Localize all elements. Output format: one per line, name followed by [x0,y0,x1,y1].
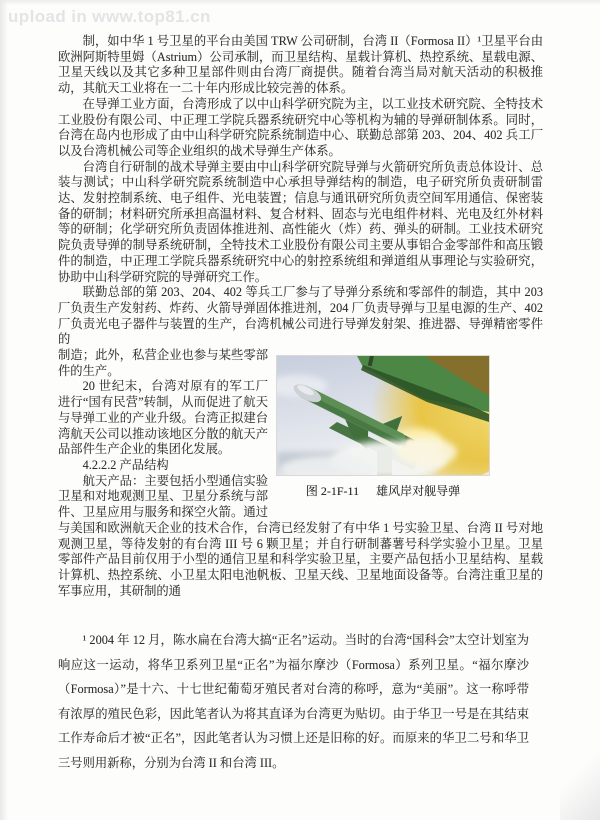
paragraph-missile-industry: 在导弹工业方面，台湾形成了以中山科学研究院为主，以工业技术研究院、全特技术工业股份有限公司、中正理工学院兵器系统研究中心等机构为辅的导弹研制体系。同时，台湾在岛内也形成了由中山科学研究院系统制造中心、联勤总部第 203、204、402 兵工厂以及台湾机械公司等企业组织的战术导弹生产体系。 [58,96,543,158]
paragraph-tactical-missile-rd: 台湾自行研制的战术导弹主要由中山科学研究院导弹与火箭研究所负责总体设计、总装与测试；中山科学研究院系统制造中心承担导弹结构的制造，电子研究所负责研制雷达、发射控制系统、电子组件、光电装置；信息与通讯研究所负责空间军用通信、保密装备的研制；材料研究所承担高温材料、复合材料、固态与光电组件材料、光电及红外材料等的研制；化学研究所负责固体推进剂、高性能火（炸）药、弹头的研制。工业技术研究院负责导弹的制导系统研制，全特技术工业股份有限公司主要从事铝合金零部件和高压锻件的制造，中正理工学院兵器系统研究中心的射控系统组和弹道组从事理论与实验研究，协助中山科学研究院的导弹研究工作。 [58,159,543,284]
figure-missile-launch [276,355,490,499]
figure-caption [276,482,490,499]
paragraph-satellite-platform: 制，如中华 1 号卫星的平台由美国 TRW 公司研制，台湾 II（Formosa II）¹卫星平台由欧洲阿斯特里姆（Astrium）公司承制，而卫星结构、星载计算机、热控系统、星载电源、卫星天线以及其它多种卫星部件则由台湾厂商提供。随着台湾当局对航天活动的积极推动，其航天工业将在一二十年内形成比较完善的体系。 [58,34,543,96]
paragraph-arsenals-part2: 制造；此外，私营企业也参与某些零部件的生产。 [58,348,268,378]
missile-launch-photo [276,355,490,476]
section-heading: 4.2.2.2 产品结构 [82,457,169,472]
watermark: upload in www.top81.cn [8,7,211,26]
figure-label: 图 2-1F-11 [305,484,360,499]
figure-title: 雄风岸对舰导弹 [376,484,461,499]
paragraph-arsenals-part1: 联勤总部的第 203、204、402 等兵工厂参与了导弹分系统和零部件的制造，其中 203 厂负责生产发射药、炸药、火箭导弹固体推进剂，204 厂负责导弹与卫星电源的生产、402 厂负责光电子器件与装置的生产，台湾机械公司进行导弹发射架、推进器、导弹精密零件的 [58,285,543,347]
paragraph-privatization: 20 世纪末，台湾对原有的军工厂进行“国有民营”转制，从而促进了航天与导弹工业的产业升级。台湾正拟建台湾航天公司以推动该地区分散的航天产品部件生产企业的集团化发展。 [58,379,268,457]
paragraph-space-products: 航天产品：主要包括小型通信实验卫星和对地观测卫星、卫星分系统与部件、卫星应用与服务和探空火箭。通过与美国和欧洲航天企业的技术合作，台湾已经发射了有中华 1 号实验卫星、台湾 II 号对地观测卫星，等待发射的有台湾 III 号 6 颗卫星；并自行研制蕃薯号科学实验小卫星。卫星零部件产品目前仅用于小型的通信卫星和科学实验卫星，主要产品包括小卫星结构、星载计算机、热控系统、小卫星太阳电池帆板、卫星天线、卫星地面设备等。台湾注重卫星的军事应用，其研制的通 [58,473,543,598]
footnote: ¹ 2004 年 12 月，陈水扁在台湾大搞“正名”运动。当时的台湾“国科会”太空计划室为响应这一运动，将华卫系列卫星“正名”为福尔摩沙（Formosa）系列卫星。“福尔摩沙（Formosa）”是十六、十七世纪葡萄牙殖民者对台湾的称呼，意为“美丽”。这一称呼带有浓厚的殖民色彩，因此笔者认为将其直译为台湾更为贴切。由于华卫一号是在其结束工作寿命后才被“正名”，因此笔者认为习惯上还是旧称的好。而原来的华卫二号和华卫三号则用新称，分别为台湾 II 和台湾 III。 [58,633,529,770]
